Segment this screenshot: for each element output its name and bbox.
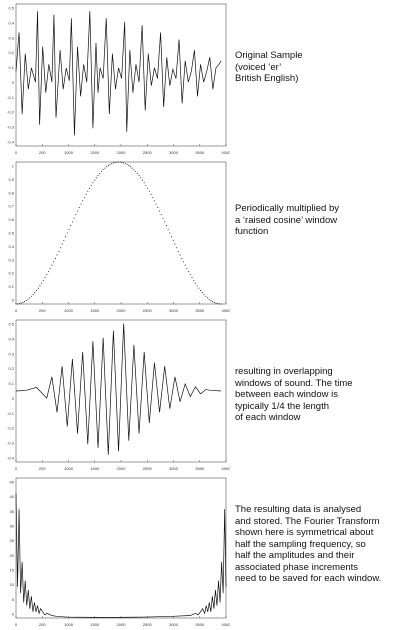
y-tick-label: 1: [11, 163, 14, 169]
data-point: [115, 162, 116, 163]
data-point: [99, 173, 100, 174]
x-tick-label: 3000: [169, 150, 178, 155]
data-point: [140, 177, 141, 178]
caption-line: resulting in overlapping: [235, 366, 333, 377]
data-point: [118, 161, 119, 162]
panel-window-function: [0, 158, 400, 316]
caption-fourier-transform: [235, 504, 395, 585]
data-point: [68, 229, 69, 230]
data-point: [89, 188, 90, 189]
plot-frame: [16, 478, 226, 618]
y-tick-label: 0.3: [8, 257, 14, 263]
caption-line: typically 1/4 the length: [235, 400, 330, 412]
data-point: [55, 258, 56, 259]
y-tick-label: 0.4: [8, 243, 14, 249]
x-tick-label: 2000: [116, 622, 126, 627]
data-point: [207, 297, 208, 298]
caption-line: (voiced ‘er’: [235, 61, 282, 73]
data-point: [149, 191, 150, 192]
caption-windowed-sound: [235, 366, 395, 424]
caption-line: shown here is symmetrical about: [235, 527, 374, 538]
data-point: [77, 211, 78, 212]
y-tick-label: 0.2: [8, 270, 14, 276]
data-point: [185, 265, 186, 266]
data-point: [111, 163, 112, 164]
x-tick-label: 2000: [116, 308, 126, 313]
y-tick-label: 0.7: [8, 203, 14, 209]
data-point: [38, 288, 39, 289]
data-point: [173, 240, 174, 241]
data-point: [130, 166, 131, 167]
data-point: [74, 218, 75, 219]
data-point: [79, 207, 80, 208]
data-point: [109, 164, 110, 165]
data-point: [53, 261, 54, 262]
y-tick-label: 0.5: [8, 230, 14, 236]
data-point: [70, 225, 71, 226]
data-point: [75, 214, 76, 215]
data-point: [214, 302, 215, 303]
caption-line: associated phase increments: [235, 561, 359, 573]
y-tick-label: -0.2: [7, 425, 14, 431]
y-tick-label: 0.6: [8, 217, 14, 223]
y-tick-label: 0.5: [8, 5, 14, 11]
caption-line: function: [235, 226, 269, 237]
x-tick-label: 4000: [221, 308, 230, 313]
data-point: [72, 221, 73, 222]
data-point: [15, 303, 16, 304]
data-point: [106, 166, 107, 167]
data-point: [210, 300, 211, 301]
y-tick-label: 0.2: [8, 366, 14, 372]
data-point: [198, 288, 199, 289]
caption-line: British English): [235, 73, 299, 84]
data-point: [96, 177, 97, 178]
data-point: [171, 236, 172, 237]
y-tick-label: 35: [9, 508, 14, 514]
caption-window-function: [235, 203, 395, 238]
caption-line: The resulting data is analysed: [235, 504, 362, 515]
y-tick-label: -0.3: [7, 124, 14, 130]
data-point: [190, 274, 191, 275]
y-tick-label: 0.8: [8, 190, 14, 196]
data-point: [125, 163, 126, 164]
x-tick-label: 4000: [221, 622, 230, 627]
y-tick-label: 0: [11, 79, 14, 85]
data-point: [113, 162, 114, 163]
data-point: [51, 265, 52, 266]
y-tick-label: 25: [9, 538, 14, 544]
data-point: [45, 277, 46, 278]
x-tick-label: 2500: [142, 622, 152, 627]
data-point: [92, 182, 93, 183]
panel-original-sample: [0, 0, 400, 158]
data-point: [183, 261, 184, 262]
data-point: [104, 168, 105, 169]
y-tick-label: 40: [9, 494, 14, 500]
data-point: [87, 191, 88, 192]
data-point: [202, 292, 203, 293]
data-point: [197, 285, 198, 286]
data-point: [108, 165, 109, 166]
x-tick-label: 0: [14, 308, 18, 313]
data-point: [123, 162, 124, 163]
data-point: [46, 274, 47, 275]
data-point: [103, 169, 104, 170]
chart-fourier-transform: [2, 474, 230, 630]
data-point: [157, 207, 158, 208]
y-tick-label: 0.1: [8, 284, 14, 290]
x-tick-label: 0: [14, 150, 18, 155]
chart-windowed-sound: [2, 316, 230, 474]
y-tick-label: 0.1: [8, 65, 14, 71]
data-point: [82, 200, 83, 201]
data-point: [195, 283, 196, 284]
y-tick-label: -0.4: [7, 139, 14, 145]
data-point: [60, 247, 61, 248]
x-tick-label: 4000: [221, 466, 230, 471]
data-point: [86, 194, 87, 195]
data-point: [152, 197, 153, 198]
plot-original-sample: [2, 0, 230, 158]
x-tick-label: 2000: [116, 466, 126, 471]
plot-frame: [16, 162, 226, 304]
data-point: [219, 303, 220, 304]
y-tick-label: 0: [11, 297, 14, 303]
data-point: [200, 290, 201, 291]
y-tick-label: 0.3: [8, 351, 14, 357]
y-tick-label: 20: [9, 552, 14, 558]
series-line: [16, 11, 221, 135]
data-point: [33, 294, 34, 295]
x-tick-label: 1000: [64, 308, 73, 313]
x-tick-label: 3500: [195, 150, 205, 155]
data-point: [166, 225, 167, 226]
x-tick-label: 1500: [90, 150, 100, 155]
data-point: [181, 258, 182, 259]
x-tick-label: 200: [38, 466, 46, 471]
y-tick-label: 10: [9, 582, 14, 588]
x-tick-label: 1000: [64, 466, 73, 471]
data-point: [120, 162, 121, 163]
series-line: [16, 494, 226, 618]
x-tick-label: 4000: [221, 150, 230, 155]
data-point: [138, 175, 139, 176]
data-point: [180, 254, 181, 255]
data-point: [142, 180, 143, 181]
y-tick-label: 15: [9, 567, 14, 573]
data-point: [27, 299, 28, 300]
data-point: [145, 185, 146, 186]
caption-original-sample: [235, 50, 395, 85]
data-point: [191, 277, 192, 278]
data-point: [127, 164, 128, 165]
data-point: [19, 303, 20, 304]
data-point: [193, 280, 194, 281]
data-point: [17, 303, 18, 304]
y-tick-label: -0.4: [7, 455, 14, 461]
data-point: [209, 299, 210, 300]
data-point: [154, 200, 155, 201]
y-tick-label: 0.1: [8, 381, 14, 387]
y-tick-label: -0.2: [7, 109, 14, 115]
data-point: [39, 285, 40, 286]
data-point: [41, 283, 42, 284]
y-tick-label: 0: [11, 611, 14, 617]
data-point: [84, 197, 85, 198]
data-point: [132, 168, 133, 169]
panel-fourier-transform: [0, 474, 400, 630]
caption-line: need to be saved for each window.: [235, 573, 382, 584]
caption-line: of each window: [235, 412, 301, 423]
data-point: [176, 247, 177, 248]
chart-original-sample: [2, 0, 230, 158]
data-point: [36, 290, 37, 291]
data-point: [205, 296, 206, 297]
x-tick-label: 3500: [195, 466, 205, 471]
x-tick-label: 1500: [90, 622, 100, 627]
y-tick-label: 0.5: [8, 321, 14, 327]
x-tick-label: 3000: [169, 622, 178, 627]
x-tick-label: 1500: [90, 308, 100, 313]
y-tick-label: 0.4: [8, 336, 14, 342]
x-tick-label: 1500: [90, 466, 100, 471]
chart-window-function: [2, 158, 230, 316]
data-point: [162, 218, 163, 219]
data-point: [169, 232, 170, 233]
data-point: [97, 175, 98, 176]
data-point: [217, 303, 218, 304]
data-point: [63, 240, 64, 241]
y-tick-label: 30: [9, 523, 14, 529]
data-point: [212, 301, 213, 302]
x-tick-label: 3500: [195, 308, 205, 313]
y-tick-label: 0.9: [8, 176, 14, 182]
x-tick-label: 3500: [195, 622, 205, 627]
x-tick-label: 0: [14, 466, 18, 471]
data-point: [147, 188, 148, 189]
data-point: [221, 303, 222, 304]
data-point: [178, 251, 179, 252]
data-point: [22, 302, 23, 303]
y-tick-label: 5: [11, 596, 14, 602]
data-point: [50, 268, 51, 269]
y-tick-label: -0.1: [7, 410, 14, 416]
x-tick-label: 2500: [142, 466, 152, 471]
data-point: [150, 194, 151, 195]
data-point: [101, 171, 102, 172]
data-point: [186, 268, 187, 269]
data-point: [137, 173, 138, 174]
x-tick-label: 3000: [169, 466, 178, 471]
data-point: [121, 162, 122, 163]
data-point: [67, 232, 68, 233]
data-point: [144, 182, 145, 183]
data-point: [24, 301, 25, 302]
data-point: [135, 171, 136, 172]
x-tick-label: 2500: [142, 308, 152, 313]
data-point: [91, 185, 92, 186]
x-tick-label: 200: [38, 150, 46, 155]
data-point: [168, 229, 169, 230]
data-point: [65, 236, 66, 237]
data-point: [94, 180, 95, 181]
data-point: [34, 292, 35, 293]
data-point: [159, 211, 160, 212]
caption-line: Periodically multiplied by: [235, 203, 340, 214]
caption-line: half the amplitudes and their: [235, 550, 355, 561]
data-point: [161, 214, 162, 215]
data-point: [58, 251, 59, 252]
series-line: [16, 324, 221, 455]
data-point: [43, 280, 44, 281]
data-point: [62, 244, 63, 245]
y-tick-label: -0.3: [7, 440, 14, 446]
data-point: [26, 300, 27, 301]
data-point: [128, 165, 129, 166]
caption-line: half the sampling frequency, so: [235, 538, 366, 550]
x-tick-label: 200: [38, 622, 46, 627]
data-point: [48, 271, 49, 272]
y-tick-label: 0: [11, 395, 14, 401]
data-point: [174, 244, 175, 245]
data-point: [203, 294, 204, 295]
y-tick-label: 0.3: [8, 35, 14, 41]
data-point: [116, 162, 117, 163]
data-point: [164, 221, 165, 222]
caption-line: Original Sample: [235, 50, 303, 61]
data-point: [215, 303, 216, 304]
plot-fourier-transform: [2, 474, 230, 630]
x-tick-label: 0: [14, 622, 18, 627]
data-point: [21, 303, 22, 304]
caption-line: between each window is: [235, 389, 338, 400]
y-tick-label: -0.1: [7, 94, 14, 100]
x-tick-label: 3000: [169, 308, 178, 313]
caption-line: windows of sound. The time: [235, 377, 353, 389]
data-point: [56, 254, 57, 255]
x-tick-label: 2500: [142, 150, 152, 155]
y-tick-label: 45: [9, 479, 14, 485]
data-point: [133, 169, 134, 170]
x-tick-label: 2000: [116, 150, 126, 155]
x-tick-label: 1000: [64, 150, 73, 155]
caption-line: and stored. The Fourier Transform: [235, 515, 380, 527]
plot-window-function: [2, 158, 230, 316]
data-point: [29, 297, 30, 298]
x-tick-label: 1000: [64, 622, 73, 627]
x-tick-label: 200: [38, 308, 46, 313]
data-point: [80, 204, 81, 205]
y-tick-label: 0.2: [8, 50, 14, 56]
data-point: [31, 296, 32, 297]
caption-line: a ‘raised cosine’ window: [235, 214, 338, 226]
panel-windowed-sound: [0, 316, 400, 474]
y-tick-label: 0.4: [8, 20, 14, 26]
data-point: [156, 204, 157, 205]
plot-windowed-sound: [2, 316, 230, 474]
data-point: [188, 271, 189, 272]
